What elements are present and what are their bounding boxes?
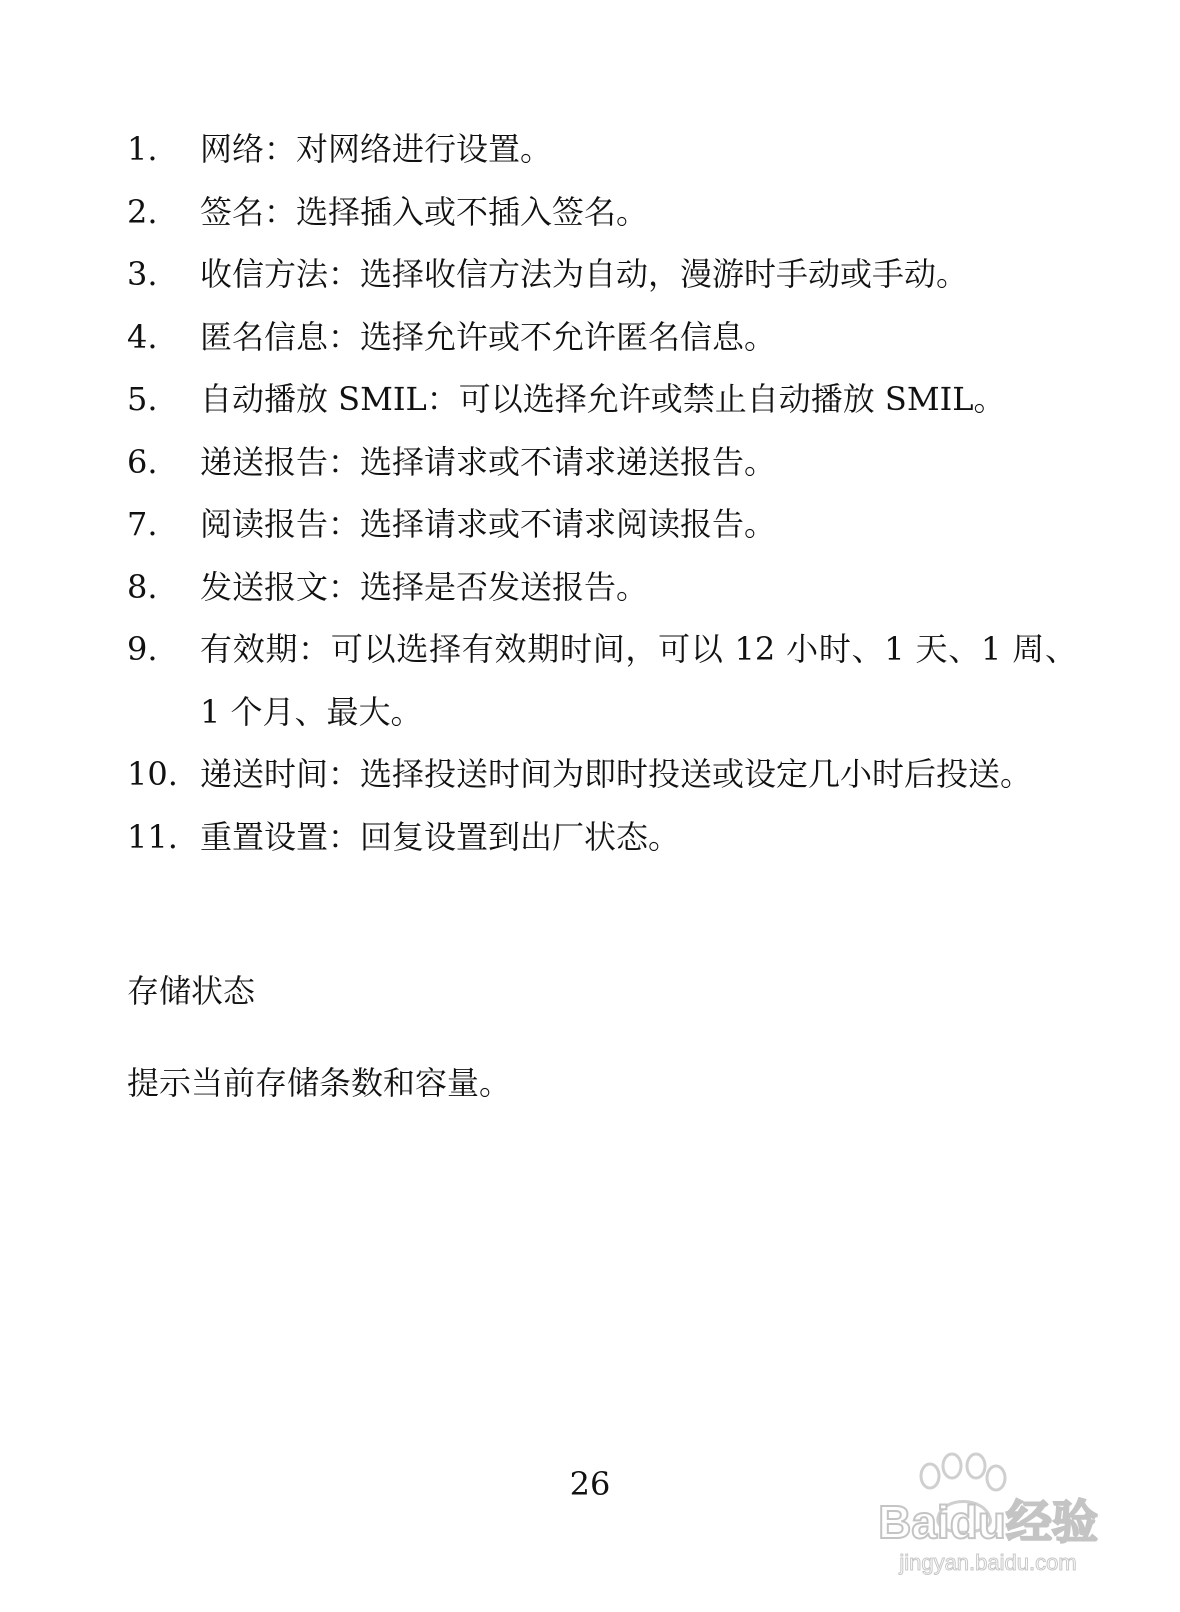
- list-item-number: 9.: [127, 630, 158, 668]
- list-item-text: 网络：对网络进行设置。: [200, 130, 553, 168]
- list-item: [127, 493, 1077, 556]
- list-item-text: 有效期：可以选择有效期时间，可以 12 小时、1 天、1 周、1 个月、最大。: [200, 630, 1077, 731]
- list-item: [127, 618, 1077, 743]
- list-item-number: 7.: [127, 505, 158, 543]
- list-item-number: 2.: [127, 192, 158, 231]
- baidu-jingyan-watermark: [838, 1440, 1138, 1580]
- list-item-number: 11.: [127, 817, 178, 856]
- list-item: [127, 243, 1077, 306]
- list-item-number: 8.: [127, 567, 158, 606]
- list-item-text: 收信方法：选择收信方法为自动，漫游时手动或手动。: [200, 255, 969, 293]
- list-item-text: 递送报告：选择请求或不请求递送报告。: [200, 442, 777, 481]
- list-item-number: 4.: [127, 317, 158, 356]
- list-item-text: 重置设置：回复设置到出厂状态。: [200, 817, 681, 856]
- section-paragraph: 提示当前存储条数和容量。: [127, 1064, 512, 1102]
- watermark-url-text: jingyan.baidu.com: [899, 1550, 1077, 1575]
- list-item-text: 递送时间：选择投送时间为即时投送或设定几小时后投送。: [200, 755, 1033, 793]
- list-item: [127, 368, 1077, 431]
- list-item-number: 6.: [127, 442, 158, 481]
- watermark-logo-text: Baidu经验: [878, 1496, 1098, 1548]
- list-item: [127, 556, 1077, 619]
- page-number: 26: [569, 1465, 611, 1503]
- list-item-text: 发送报文：选择是否发送报告。: [200, 567, 649, 606]
- list-item-text: 匿名信息：选择允许或不允许匿名信息。: [200, 317, 777, 356]
- list-item-number: 1.: [127, 130, 158, 168]
- list-item-text: 签名：选择插入或不插入签名。: [200, 192, 649, 231]
- list-item: [127, 181, 1077, 244]
- list-item: [127, 431, 1077, 494]
- list-item-text: 自动播放 SMIL：可以选择允许或禁止自动播放 SMIL。: [200, 380, 1006, 418]
- list-item: [127, 118, 1077, 181]
- list-item: [127, 743, 1077, 806]
- list-item: [127, 306, 1077, 369]
- section-heading: 存储状态: [127, 972, 256, 1010]
- list-item-number: 10.: [127, 755, 178, 793]
- list-item-text: 阅读报告：选择请求或不请求阅读报告。: [200, 505, 777, 543]
- list-item-number: 5.: [127, 380, 158, 418]
- list-item: [127, 806, 1077, 869]
- list-item-number: 3.: [127, 255, 158, 293]
- settings-list: [127, 118, 1077, 868]
